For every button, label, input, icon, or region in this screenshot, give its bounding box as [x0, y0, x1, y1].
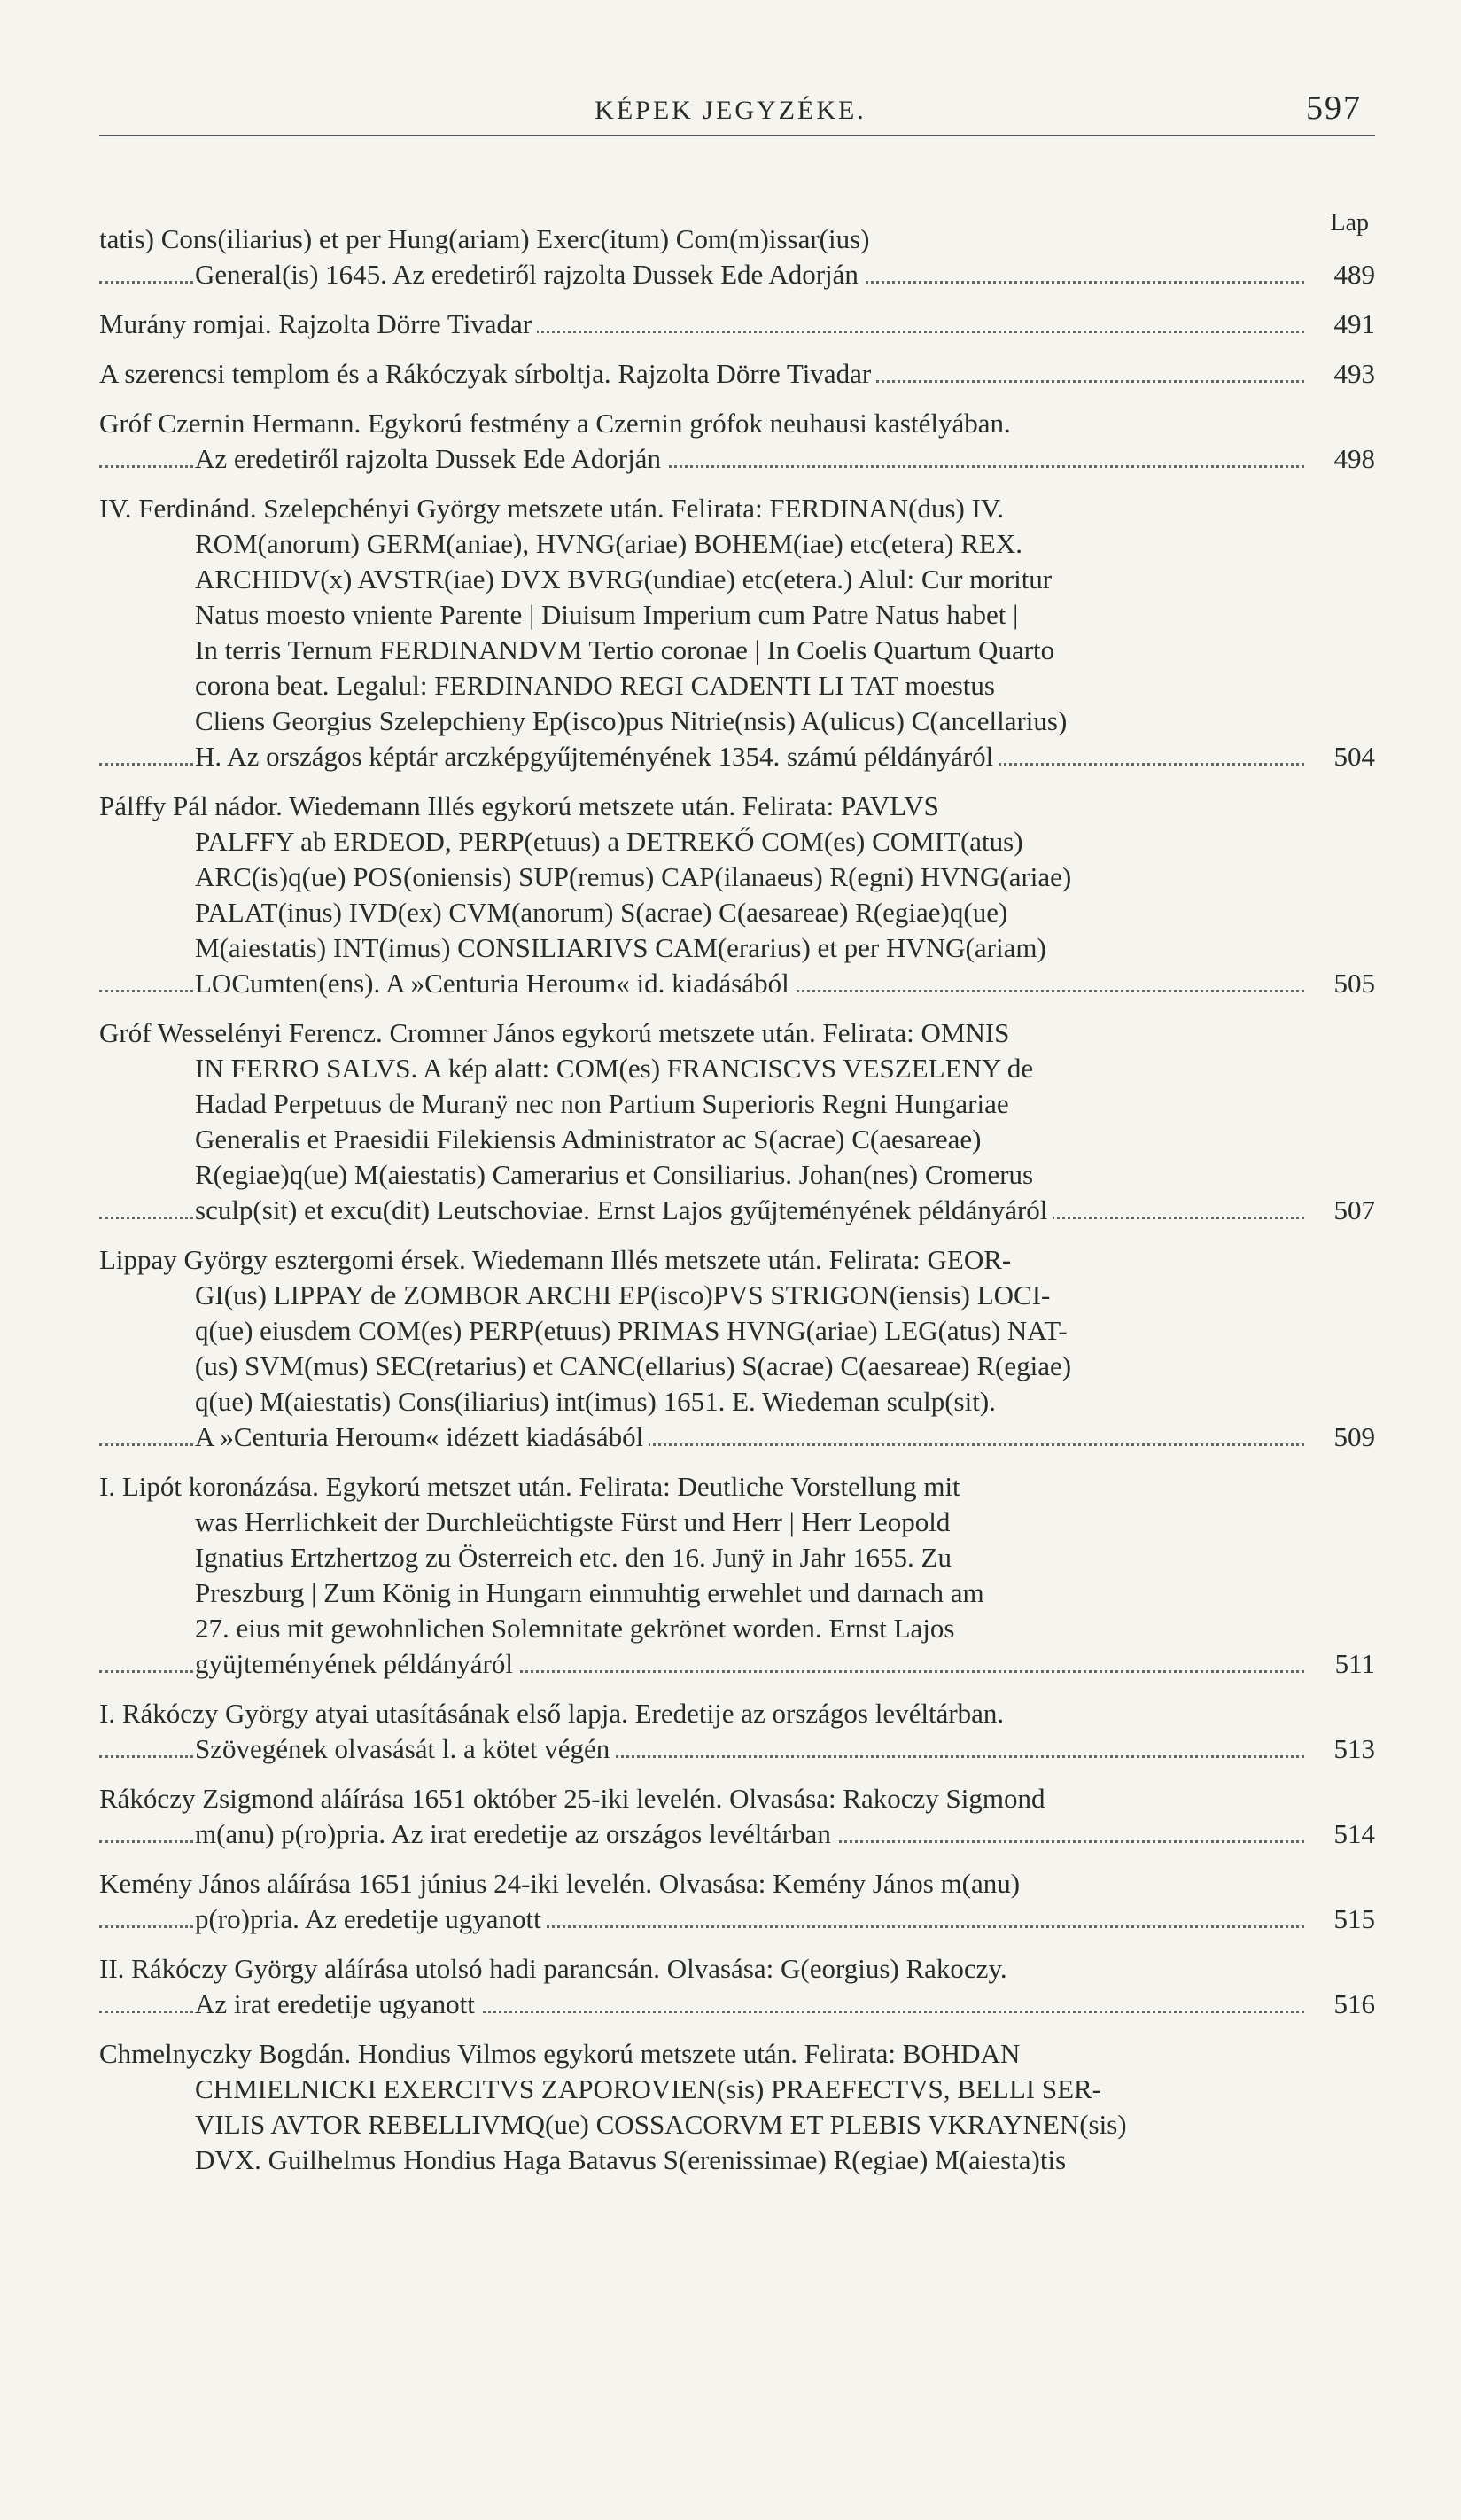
entry-line: q(ue) M(aiestatis) Cons(iliarius) int(imus) 1651. E. Wiedeman sculp(sit).: [195, 1386, 996, 1417]
entry-text: Szövegének olvasását l. a kötet végén: [195, 1733, 615, 1764]
list-item: [99, 406, 1375, 477]
entry-text: General(is) 1645. Az eredetiről rajzolta Dussek Ede Adorján: [195, 259, 864, 290]
entry-line: ARCHIDV(x) AVSTR(iae) DVX BVRG(undiae) etc(etera.) Alul: Cur moritur: [195, 564, 1053, 595]
list-item: [99, 789, 1375, 1001]
entry-line: was Herrlichkeit der Durchleüchtigste Fürst und Herr | Herr Leopold: [195, 1506, 951, 1537]
page-column-label: Lap: [1330, 209, 1369, 237]
entry-line: [99, 1646, 1375, 1682]
entry-page-number: 504: [1313, 739, 1375, 774]
entry-text: A »Centuria Heroum« idézett kiadásából: [195, 1421, 649, 1452]
list-item: [99, 491, 1375, 774]
entry-line: [99, 1731, 1375, 1767]
entry-text: p(ro)pria. Az eredetije ugyanott: [195, 1903, 547, 1934]
entry-page-number: 489: [1313, 257, 1375, 292]
entry-line: VILIS AVTOR REBELLIVMQ(ue) COSSACORVM ET PLEBIS VKRAYNEN(sis): [195, 2109, 1127, 2140]
entry-text: Murány romjai. Rajzolta Dörre Tivadar: [99, 308, 537, 339]
entry-line: [99, 441, 1375, 477]
list-item: [99, 222, 1375, 292]
entry-line: [99, 1987, 1375, 2022]
entry-line: IN FERRO SALVS. A kép alatt: COM(es) FRANCISCVS VESZELENY de: [195, 1053, 1034, 1084]
entry-line: IV. Ferdinánd. Szelepchényi György metszete után. Felirata: FERDINAN(dus) IV.: [99, 493, 1005, 524]
entry-line: tatis) Cons(iliarius) et per Hung(ariam) Exerc(itum) Com(m)issar(ius): [99, 223, 870, 254]
entry-line: ARC(is)q(ue) POS(oniensis) SUP(remus) CAP(ilanaeus) R(egni) HVNG(ariae): [195, 861, 1072, 892]
entry-text: LOCumten(ens). A »Centuria Heroum« id. kiadásából: [195, 968, 795, 999]
entry-line: I. Rákóczy György atyai utasításának első lapja. Eredetije az országos levéltárban.: [99, 1698, 1005, 1729]
entry-line: [99, 257, 1375, 292]
entry-line: [99, 1816, 1375, 1852]
entry-line: Preszburg | Zum König in Hungarn einmuhtig erwehlet und darnach am: [195, 1577, 984, 1608]
entry-line: Generalis et Praesidii Filekiensis Administrator ac S(acrae) C(aesareae): [195, 1124, 982, 1155]
entry-line: GI(us) LIPPAY de ZOMBOR ARCHI EP(isco)PVS STRIGON(iensis) LOCI-: [195, 1279, 1051, 1311]
entry-line: DVX. Guilhelmus Hondius Haga Batavus S(erenissimae) R(egiae) M(aiesta)tis: [195, 2144, 1067, 2175]
entry-page-number: 509: [1313, 1419, 1375, 1455]
entry-line: [99, 1902, 1375, 1937]
entry-line: II. Rákóczy György aláírása utolsó hadi parancsán. Olvasása: G(eorgius) Rakoczy.: [99, 1953, 1007, 1984]
entry-line: R(egiae)q(ue) M(aiestatis) Camerarius et Consiliarius. Johan(nes) Cromerus: [195, 1159, 1034, 1190]
page-number: 597: [1306, 89, 1362, 127]
entry-text: m(anu) p(ro)pria. Az irat eredetije az országos levéltárban: [195, 1818, 836, 1849]
list-item: [99, 2036, 1375, 2178]
entry-page-number: 516: [1313, 1987, 1375, 2022]
entry-line: CHMIELNICKI EXERCITVS ZAPOROVIEN(sis) PRAEFECTVS, BELLI SER-: [195, 2073, 1101, 2104]
entry-line: Gróf Czernin Hermann. Egykorú festmény a Czernin grófok neuhausi kastélyában.: [99, 408, 1011, 439]
entry-page-number: 514: [1313, 1816, 1375, 1852]
entry-line: Kemény János aláírása 1651 június 24-iki levelén. Olvasása: Kemény János m(anu): [99, 1868, 1021, 1899]
entry-line: q(ue) eiusdem COM(es) PERP(etuus) PRIMAS HVNG(ariae) LEG(atus) NAT-: [195, 1315, 1068, 1346]
entry-line: Gróf Wesselényi Ferencz. Cromner János egykorú metszete után. Felirata: OMNIS: [99, 1017, 1010, 1048]
entry-line: ROM(anorum) GERM(aniae), HVNG(ariae) BOHEM(iae) etc(etera) REX.: [195, 528, 1022, 559]
entry-line: [99, 356, 1375, 392]
entry-line: corona beat. Legalul: FERDINANDO REGI CADENTI LI TAT moestus: [195, 670, 995, 701]
entry-line: Lippay György esztergomi érsek. Wiedemann Illés metszete után. Felirata: GEOR-: [99, 1244, 1012, 1275]
entry-line: [99, 1419, 1375, 1455]
entry-text: A szerencsi templom és a Rákóczyak sírboltja. Rajzolta Dörre Tivadar: [99, 358, 876, 389]
header-rule: [99, 135, 1375, 136]
entry-line: (us) SVM(mus) SEC(retarius) et CANC(ellarius) S(acrae) C(aesareae) R(egiae): [195, 1350, 1072, 1381]
entry-line: Chmelnyczky Bogdán. Hondius Vilmos egykorú metszete után. Felirata: BOHDAN: [99, 2038, 1021, 2069]
entry-line: PALAT(inus) IVD(ex) CVM(anorum) S(acrae) C(aesareae) R(egiae)q(ue): [195, 897, 1008, 928]
image-list: [99, 222, 1375, 2192]
entry-line: Cliens Georgius Szelepchieny Ep(isco)pus Nitrie(nsis) A(ulicus) C(ancellarius): [195, 705, 1068, 736]
entry-line: Hadad Perpetuus de Muranÿ nec non Partium Superioris Regni Hungariae: [195, 1088, 1009, 1119]
entry-page-number: 505: [1313, 966, 1375, 1001]
entry-text: sculp(sit) et excu(dit) Leutschoviae. Ernst Lajos gyűjteményének példányáról: [195, 1194, 1053, 1225]
entry-line: [99, 307, 1375, 342]
entry-page-number: 498: [1313, 441, 1375, 477]
entry-page-number: 507: [1313, 1193, 1375, 1228]
list-item: [99, 1469, 1375, 1682]
entry-line: Pálffy Pál nádor. Wiedemann Illés egykorú metszete után. Felirata: PAVLVS: [99, 790, 939, 821]
list-item: [99, 1696, 1375, 1767]
entry-text: Az eredetiről rajzolta Dussek Ede Adorján: [195, 443, 666, 474]
list-item: [99, 307, 1375, 342]
list-item: [99, 1781, 1375, 1852]
entry-text: H. Az országos képtár arczképgyűjteményének 1354. számú példányáról: [195, 741, 999, 772]
entry-line: I. Lipót koronázása. Egykorú metszet után. Felirata: Deutliche Vorstellung mit: [99, 1471, 960, 1502]
entry-page-number: 515: [1313, 1902, 1375, 1937]
entry-text: gyüjteményének példányáról: [195, 1648, 518, 1679]
entry-line: [99, 1193, 1375, 1228]
entry-page-number: 511: [1313, 1646, 1375, 1682]
entry-line: [99, 966, 1375, 1001]
entry-line: Natus moesto vniente Parente | Diuisum Imperium cum Patre Natus habet |: [195, 599, 1019, 630]
list-item: [99, 1015, 1375, 1228]
list-item: [99, 1866, 1375, 1937]
entry-text: Az irat eredetije ugyanott: [195, 1988, 480, 2019]
entry-page-number: 513: [1313, 1731, 1375, 1767]
running-title: KÉPEK JEGYZÉKE.: [595, 96, 866, 125]
entry-line: In terris Ternum FERDINANDVM Tertio coronae | In Coelis Quartum Quarto: [195, 634, 1055, 665]
list-item: [99, 1951, 1375, 2022]
entry-line: Ignatius Ertzhertzog zu Österreich etc. den 16. Junÿ in Jahr 1655. Zu: [195, 1542, 952, 1573]
entry-line: M(aiestatis) INT(imus) CONSILIARIVS CAM(erarius) et per HVNG(ariam): [195, 932, 1046, 963]
entry-line: PALFFY ab ERDEOD, PERP(etuus) a DETREKŐ COM(es) COMIT(atus): [195, 826, 1023, 857]
list-item: [99, 356, 1375, 392]
entry-page-number: 493: [1313, 356, 1375, 392]
entry-line: 27. eius mit gewohnlichen Solemnitate gekrönet worden. Ernst Lajos: [195, 1613, 955, 1644]
list-item: [99, 1242, 1375, 1455]
entry-page-number: 491: [1313, 307, 1375, 342]
entry-line: [99, 739, 1375, 774]
entry-line: Rákóczy Zsigmond aláírása 1651 október 25-iki levelén. Olvasása: Rakoczy Sigmond: [99, 1783, 1045, 1814]
